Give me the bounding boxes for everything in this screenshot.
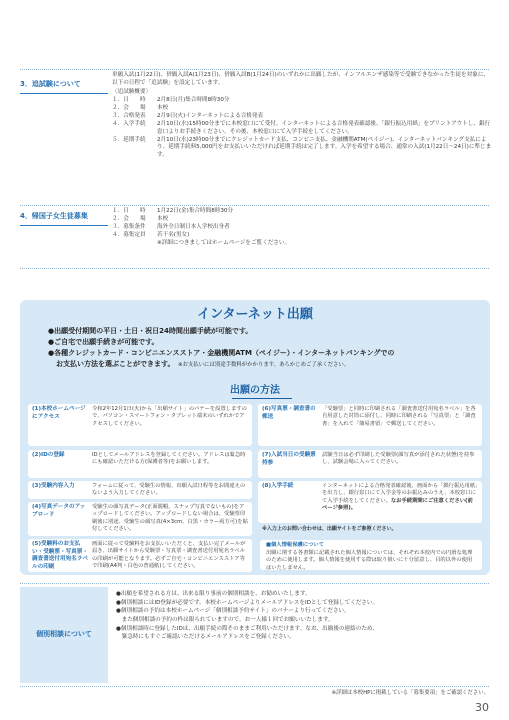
admission-note: ※入力上のお問い合わせは、出願サイトをご参照ください。	[262, 526, 397, 532]
section-4-row	[112, 224, 492, 232]
step-title: (6)写真票・調査書の郵送	[262, 406, 316, 420]
consultation-label: 個別相談について	[20, 587, 108, 683]
step-title: (4)写真データのアップロード	[32, 504, 86, 518]
step-description: IDとしてメールアドレスを登録してください。アドレスは緊急時にも確認いただける方(保護者等)をお願いします。	[92, 452, 246, 466]
step-8	[258, 481, 482, 523]
list-item: ●個別相談の予約は本校ホームページ「個別相談予約サイト」のバナーより行ってください。	[116, 608, 350, 615]
step-title: (7)入試当日の受験票持参	[262, 452, 316, 466]
row-value: 本校	[157, 104, 169, 111]
row-value: 2月8日(月)集合時間8時30分	[157, 96, 230, 103]
divider-lower	[20, 268, 489, 269]
step-title: (1)本校ホームページにアクセス	[32, 406, 86, 420]
fee-note: ※お支払いには別途手数料がかかります。あらかじめご了承ください。	[177, 361, 350, 368]
section-3-row	[112, 113, 492, 121]
step-description: フォームに従って、受験生の情報、出願入試日程等をお間違えのないよう入力してください。	[92, 483, 246, 497]
section-4-body	[112, 208, 492, 248]
internet-bullets	[48, 326, 488, 369]
step-description: 受験生の顔写真データ(正面脱帽、スナップ写真でないもの)をアップロードしてください。アップロードしない場合は、受験票印刷後に別途、受験生の顔写真(4×3cm、白黒・カラー両方可)を貼付してください。	[92, 504, 248, 532]
internet-bullet: ●ご自宅で出願手続きが可能です。	[48, 337, 159, 346]
section-4-note: ※詳細につきましてはホームページをご覧ください。	[157, 239, 291, 246]
step-1	[28, 404, 252, 446]
row-value: 海外全日制日本人学校出身者	[157, 223, 230, 230]
row-key: ３．合格発表	[112, 112, 146, 119]
internet-title: インターネット出願	[197, 307, 313, 322]
internet-application-panel	[20, 300, 490, 575]
divider-mid	[20, 205, 489, 206]
section-4-label: 4．帰国子女生徒募集	[20, 212, 88, 220]
step-7	[258, 450, 482, 478]
row-key: ５．延期手続	[112, 136, 146, 143]
step-8-text: インターネットによる合格発表確認後、画面から「銀行振込用紙」を出力し、銀行窓口にて入学金等のお振込みのうえ、本校窓口にて入学手続をしてください。	[322, 483, 478, 504]
section-3-row	[112, 137, 492, 161]
row-key: ２．会 場	[112, 215, 146, 222]
row-key: ４．募集定員	[112, 231, 146, 238]
section-3-row	[112, 121, 492, 137]
privacy-text: 出願に関する各書類に記載された個人情報については、それぞれ本校内での円滑な処理のために使用します。個人情報を使用する際は取り扱いに十分留意し、目的以外の使用はいたしません。	[266, 549, 473, 571]
row-value: 本校	[157, 215, 169, 222]
step-3	[28, 481, 252, 499]
step-description: 試験当日は必ず印刷した受験票(顔写真が添付された状態)を持参し、試験会場に入ってください。	[322, 452, 475, 466]
list-item: 緊急時にもすぐご確認いただけるメールアドレスをご登録ください。	[116, 634, 295, 641]
row-value: 2月10日(水)23時00分までにクレジットカード支払、コンビニ支払、金融機関ATM(ペイジー)、インターネットバンキング支払により、延期手続料5,000円をお支払いいただければ延期手続は完了します。入学を希望する場合、通常の入試(1月22日〜24日)に準じます。	[157, 136, 492, 159]
divider-bottom	[20, 583, 489, 584]
divider-top	[20, 69, 489, 70]
method-title: 出願の方法	[230, 385, 280, 396]
step-5	[28, 539, 252, 572]
divider-end	[20, 686, 489, 687]
internet-bullet: ●各種クレジットカード・コンビニエンスストア・金融機関ATM（ペイジー）・インターネットバンキングでの	[48, 348, 395, 357]
privacy-title: ■個人情報保護について	[266, 542, 324, 548]
section-3-body	[112, 72, 492, 160]
payment-methods-text: お支払い方法を選ぶことができます。	[56, 359, 171, 368]
method-title-underline	[232, 398, 292, 399]
privacy-notice	[260, 540, 482, 570]
step-title: (5)受験料のお支払い・受験票・写真票・調査書送付用宛名ラベルの印刷	[32, 541, 88, 570]
step-description: 「受験票」と同時に印刷される「調査書送付用宛名ラベル」を各自用意した封筒に添付し、同時に印刷される「写真票」と「調査書」を入れて「簡易書留」で郵送してください。	[322, 406, 476, 427]
row-key: ３．募集条件	[112, 223, 146, 230]
step-title: (2)IDの登録	[32, 452, 65, 458]
row-key: ４．入学手続	[112, 120, 146, 127]
section-3-label: 3．追試験について	[20, 80, 81, 88]
step-description: 令和2年12月1日(火)から「出願サイト」のバナーを設置しますので、パソコン・スマートフォン・タブレット端末のいずれかでアクセスしてください。	[92, 406, 247, 427]
section-3-row	[112, 97, 492, 105]
internet-bullet: ●出願受付期間の平日・土日・祝日24時間出願手続が可能です。	[48, 327, 253, 335]
step-description: 画面に従って受験料をお支払いいただくと、支払い完了メールが届き、出願サイトから受験票・写真票・調査書送付用宛名ラベルの印刷が可能となります。必ずご自宅・コンビニエンスストア等で印刷(A4判・白色の普通紙)してください。	[92, 541, 246, 569]
section-3-intro: 単願入試(1月22日)、併願入試A(1月23日)、併願入試B(1月24日)のいずれかに出願したが、インフルエンザ感染等で受験できなかった生徒を対象に、以下の日程で「追試験」を設定しています。	[112, 72, 490, 86]
section-4-row	[112, 208, 492, 216]
row-key: １．日 時	[112, 96, 146, 103]
row-value: 若干名(男女)	[157, 231, 190, 238]
row-value: 2月9日(火)インターネットによる合格発表	[157, 112, 264, 119]
step-4	[28, 502, 252, 536]
section-4-row	[112, 216, 492, 224]
list-item: また個別相談の予約の枠は限られていますので、お一人様１回でお願いいたします。	[116, 616, 334, 623]
step-title: (3)受験内容入力	[32, 483, 75, 489]
consultation-list	[116, 590, 494, 642]
step-title: (8)入学手続	[262, 483, 294, 489]
step-description	[320, 481, 482, 523]
section-3-row	[112, 105, 492, 113]
footnote: ※詳細は本校HPに掲載している「募集要項」をご確認ください。	[331, 690, 489, 696]
row-value: 2月10日(水)15時00分までに本校窓口にて受付。インターネットによる合格発表確認後、「銀行振込用紙」をプリントアウトし、銀行窓口よりお手続きください。その後、本校窓口にて入学手続をしてください。	[157, 120, 491, 135]
internet-bullet-cont	[48, 359, 488, 370]
row-key: １．日 時	[112, 208, 146, 214]
section-4-underline	[20, 225, 108, 226]
section-3-outline-title: 〈追試験概要〉	[112, 88, 152, 95]
step-8-extra: なお手続期間にご注意ください(前ページ参照)。	[322, 497, 473, 511]
list-item: ●出願を希望される方は、出来る限り事前の個別相談を、お勧めいたします。	[116, 591, 311, 597]
row-value: 1月22日(金)集合時間8時30分	[157, 208, 234, 214]
page-number: 30	[475, 701, 489, 714]
section-3-underline	[20, 93, 108, 94]
step-6	[258, 404, 482, 446]
step-2	[28, 450, 252, 478]
list-item: ●個別相談時に登録したIDは、出願手続の際そのままご利用いただけます。なお、出願後の連絡のため、	[116, 625, 378, 632]
section-4-row	[112, 232, 492, 240]
list-item: ●個別相談にはID登録が必要です。本校ホームページよりメールアドレスをIDとして登録してください。	[116, 599, 379, 606]
row-key: ２．会 場	[112, 104, 146, 111]
